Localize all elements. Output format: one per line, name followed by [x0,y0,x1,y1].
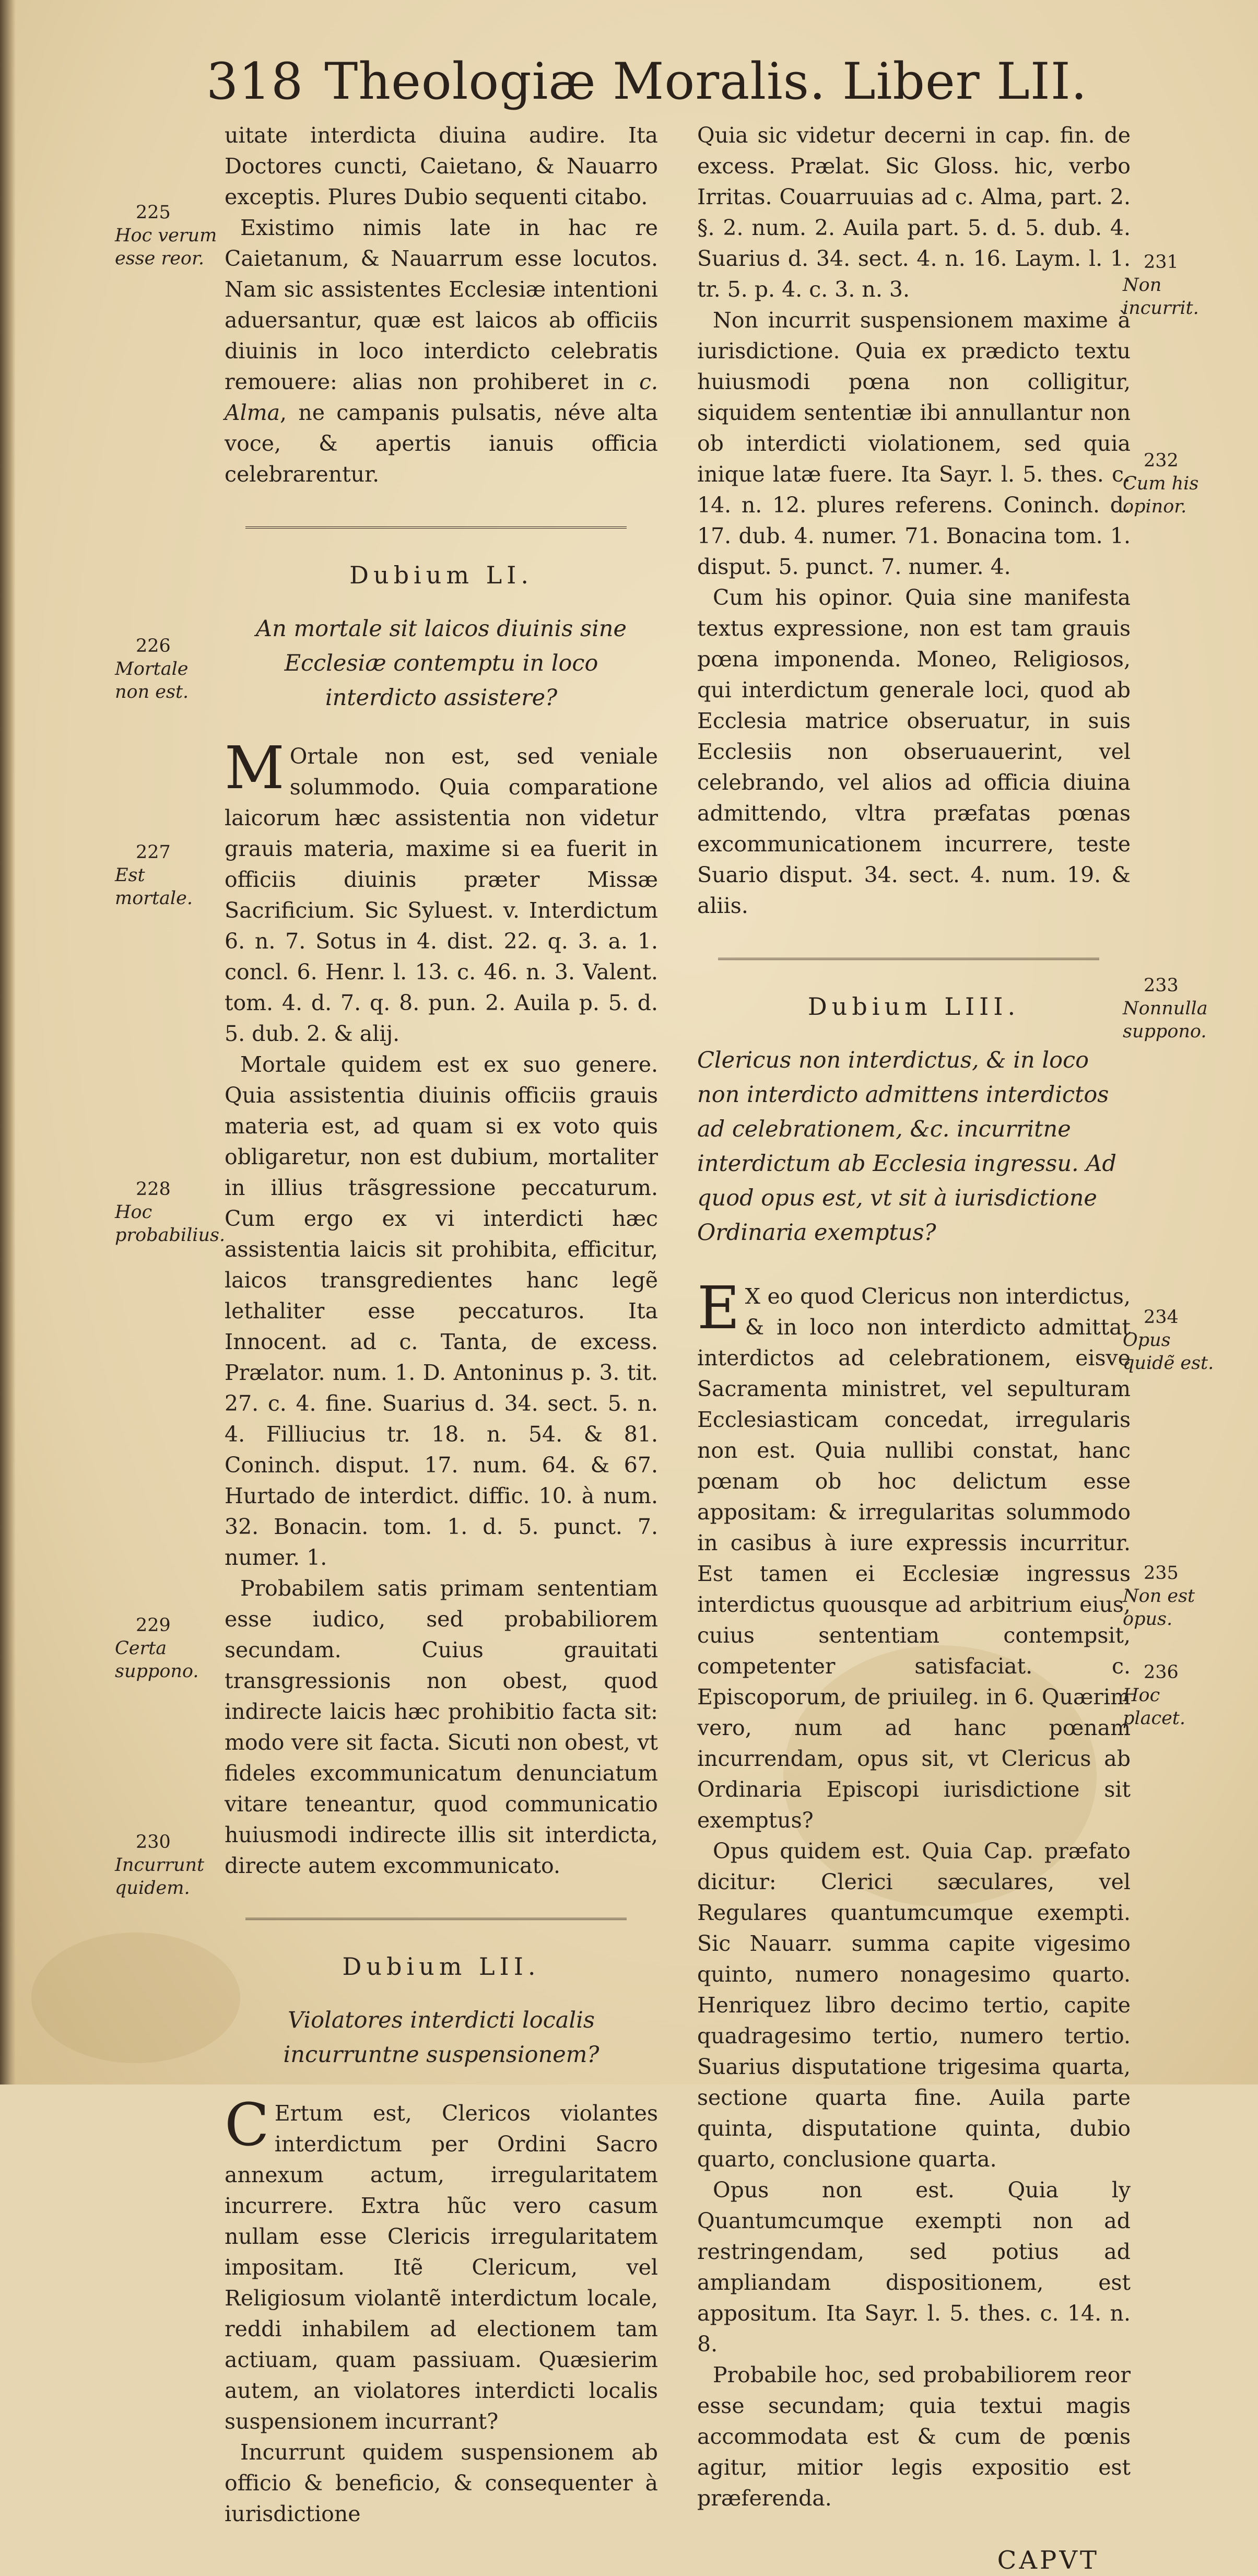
dubium-question: An mortale sit laicos diuinis sine Ecclesiæ contemptu in loco interdicto assistere? [256,616,627,711]
margin-note-text: Hoc placet. [1123,1685,1185,1729]
margin-note-text: Hoc verum esse reor. [115,225,217,269]
paragraph-continuation: Quia sic videtur decerni in cap. fin. de excess. Prælat. Sic Gloss. hic, verbo Irritas. Couarruuias ad c. Alma, part. 2. §. 2. num. 2. Auila part. 5. d. 5. dub. 4. Suarius d. 34. sect. 4. n. 16. Laym. l. 1. tr. 5. p. 4. c. 3. n. 3. [697,123,1131,302]
margin-note-text: Hoc probabilius. [115,1202,226,1246]
paragraph-231: Non incurrit suspensionem maxime à iurisdictione. Quia ex prædicto textu huiusmodi pœna non colligitur, siquidem sententiæ ibi annullantur non ob interdicti violationem, sed quia inique latæ fuere. Ita Sayr. l. 5. thes. c. 14. n. 12. plures referens. Coninch. d. 17. dub. 4. numer. 71. Bonacina tom. 1. disput. 5. punct. 7. numer. 4. [697,308,1131,579]
running-title: Theologiæ Moralis. Liber LII. [324,52,1088,111]
margin-note-232 [1123,449,1227,518]
margin-note-text: Certa suppono. [115,1638,199,1682]
margin-note-number: 234 [1144,1307,1179,1328]
citation: c. Alma [225,369,658,425]
paragraph-234: Opus quidem est. Quia Cap. præfato dicitur: Clerici sæculares, vel Regulares quantumcumque exempti. Sic Nauarr. summa capite vigesimo quinto, numero nonagesimo quarto. Henriquez libro decimo tertio, capite quadragesimo tertio, numero tertio. Suarius disputatione trigesima quarta, sectione quarta fine. Auila parte quinta, disputatione quinta, dubio quarto, conclusione quarta. [697,1839,1131,2172]
paragraph-text: X eo quod Clericus non interdictus, & in loco non interdicto admittat interdictos ad celebrationem, eisve Sacramenta ministret, vel sepulturam Ecclesiasticam concedat, irregularis non est. Quia nullibi constat, hanc pœnam ob hoc delictum esse appositam: & irregularitas solummodo in casibus à iure expressis incurritur. Est tamen ei Ecclesiæ ingressus interdictus quousque ad arbitrium eius, cuius sententiam contempsit, competenter satisfaciat. c. Episcoporum, de priuileg. in 6. Quærim vero, num ad hanc pœnam incurrendam, opus sit, vt Clericus ab Ordinaria Episcopi iurisdictione sit exemptus? [697,1284,1131,1833]
margin-note-number: 227 [136,842,171,863]
running-header [206,52,1088,115]
margin-note-number: 228 [136,1179,171,1200]
paragraph-228: Probabilem satis primam sententiam esse iudico, sed probabiliorem secundam. Cuius grauitati transgressionis non obest, quod indirecte laicis hæc prohibitio facta sit: modo vere sit facta. Sicuti non obest, vt fideles excommunicatum denunciatum vitare teneantur, quod communicatio huiusmodi indirecte illis sit interdicta, directe autem excommunicato. [225,1576,658,1878]
page-number: 318 [206,52,304,111]
paragraph-232: Cum his opinor. Quia sine manifesta textus expressione, non est tam grauis pœna imponenda. Moneo, Religiosos, qui interdictum generale loci, quod ab Ecclesia matrice obseruatur, in suis Ecclesiis non obseruauerint, vel celebrando, vel alios ad officia diuina admittendo, vltra præfatas pœnas excommunicationem incurrere, teste Suario disput. 34. sect. 4. num. 19. & aliis. [697,585,1131,918]
margin-note-233 [1123,974,1227,1043]
paragraph-227: Mortale quidem est ex suo genere. Quia assistentia diuinis officiis grauis materia est, ad quam si ex voto quis obligaretur, non est dubium, mortaliter in illius trãsgressione peccaturum. Cum ergo ex vi interdicti hæc assistentia laicis sit prohibita, efficitur, laicos transgredientes hanc legẽ lethaliter esse peccaturos. Ita Innocent. ad c. Tanta, de excess. Prælator. num. 1. D. Antoninus p. 3. tit. 27. c. 4. fine. Suarius d. 34. sect. 5. n. 4. Filliucius tr. 18. n. 54. & 81. Coninch. disput. 17. num. 64. & 67. Hurtado de interdict. diffic. 10. à num. 32. Bonacin. tom. 1. d. 5. punct. 7. numer. 1. [225,1052,658,1570]
paragraph-233 [697,1274,1131,1836]
margin-note-number: 233 [1144,975,1179,996]
margin-note-235 [1123,1562,1227,1631]
margin-note-231 [1123,251,1227,320]
paragraph-continuation: uitate interdicta diuina audire. Ita Doctores cuncti, Caietano, & Nauarro exceptis. Plures Dubio sequenti citabo. [225,123,658,209]
margin-note-227 [115,841,219,910]
left-column [225,120,658,2530]
paper-stain [31,1933,240,2063]
dubium-question: Violatores interdicti localis incurruntne suspensionem? [283,2007,599,2068]
margin-note-number: 235 [1144,1563,1179,1584]
drop-cap: C [225,2091,269,2159]
section-divider [245,526,627,529]
margin-note-text: Nonnulla suppono. [1123,998,1208,1042]
dubium-heading: Dubium LII. [342,1952,540,1981]
margin-note-number: 226 [136,636,171,657]
dubium-heading: Dubium LI. [349,561,533,589]
dubium-heading: Dubium LIII. [807,992,1020,1021]
paragraph-226 [225,734,658,1049]
paragraph-236: Probabile hoc, sed probabiliorem reor esse secundam; quia textui magis accommodata est & cum de pœnis agitur, mitior legis expositio est præferenda. [697,2362,1131,2511]
margin-note-text: Cum his opinor. [1123,473,1199,517]
paragraph-230: Incurrunt quidem suspensionem ab officio & beneficio, & consequenter à iurisdictione [225,2440,658,2526]
margin-note-text: Non incurrit. [1123,275,1199,319]
margin-note-number: 225 [136,202,171,223]
margin-note-number: 230 [136,1832,171,1853]
margin-note-text: Est mortale. [115,865,193,909]
paragraph-225 [225,213,658,490]
margin-note-228 [115,1178,226,1247]
margin-note-225 [115,201,219,270]
margin-note-text: Incurrunt quidem. [115,1855,205,1899]
margin-note-number: 236 [1144,1662,1179,1683]
paragraph-235: Opus non est. Quia ly Quantumcumque exempti non ad restringendam, sed potius ad ampliandam dispositionem, est appositum. Ita Sayr. l. 5. thes. c. 14. n. 8. [697,2177,1131,2357]
margin-note-text: Opus quidẽ est. [1123,1330,1214,1374]
right-column [697,120,1131,2576]
margin-note-229 [115,1614,219,1683]
page-gutter-shadow [0,0,16,2085]
paragraph-text: Existimo nimis late in hac re Caietanum, & Nauarrum esse locutos. Nam sic assistentes Ecclesiæ intentioni aduersantur, quæ est laicos ab officiis diuinis in loco interdicto celebratis remouere: alias non prohiberet in [225,215,658,394]
margin-note-text: Non est opus. [1123,1586,1195,1630]
margin-note-230 [115,1831,219,1900]
margin-note-text: Mortale non est. [115,659,189,702]
section-divider [245,1918,627,1920]
margin-note-236 [1123,1661,1227,1730]
margin-note-number: 232 [1144,450,1179,471]
margin-note-226 [115,635,219,704]
paragraph-text: Ortale non est, sed veniale solummodo. Quia comparatione laicorum hæc assistentia non videtur grauis materia, maxime si ea fuerit in officiis diuinis præter Missæ Sacrificium. Sic Syluest. v. Interdictum 6. n. 7. Sotus in 4. dist. 22. q. 3. a. 1. concl. 6. Henr. l. 13. c. 46. n. 3. Valent. tom. 4. d. 7. q. 8. pun. 2. Auila p. 5. d. 5. dub. 2. & alij. [225,744,658,1046]
section-divider [718,958,1099,960]
paragraph-229 [225,2091,658,2437]
margin-note-234 [1123,1306,1227,1375]
dubium-question: Clericus non interdictus, & in loco non interdicto admittens interdictos ad celebrationem, &c. incurritne interdictum ab Ecclesia ingressu. Ad quod opus est, vt sit à iurisdictione Ordinaria exemptus? [697,1047,1116,1246]
paragraph-text: Ertum est, Clericos violantes interdictum per Ordini Sacro annexum actum, irregularitatem incurrere. Extra hũc vero casum nullam esse Clericis irregularitatem impositam. Itẽ Clericum, vel Religiosum violantẽ interdictum locale, reddi inhabilem ad electionem tam actiuam, quam passiuam. Quæsierim autem, an violatores interdicti localis suspensionem incurrant? [225,2101,658,2434]
margin-note-number: 229 [136,1615,171,1636]
catchword: CAPVT [997,2546,1099,2575]
drop-cap: M [225,734,285,802]
margin-note-number: 231 [1144,252,1179,273]
drop-cap: E [697,1274,740,1342]
paragraph-text: , ne campanis pulsatis, néve alta voce, & apertis ianuis officia celebrarentur. [225,400,658,487]
